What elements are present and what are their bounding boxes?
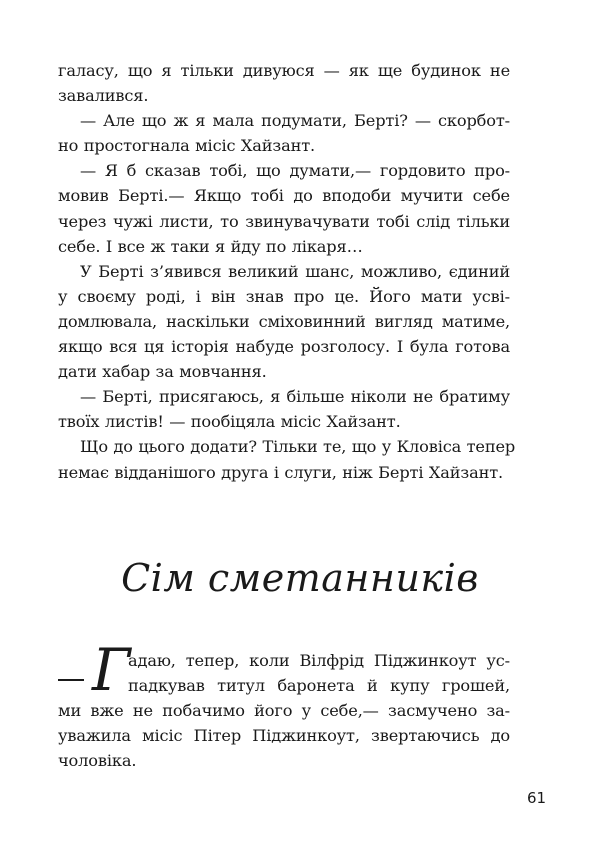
drop-cap-block <box>58 636 510 704</box>
text-line: чоловіка. <box>58 751 137 771</box>
drop-cap: Г <box>92 636 131 704</box>
text-line: домлювала, наскільки сміховинний вигляд матиме, <box>58 311 510 331</box>
text-line: адаю, тепер, коли Вілфрід Піджинкоут ус- <box>128 651 510 670</box>
text-line: уважила місіс Пітер Піджинкоут, звертаючись до <box>58 726 510 746</box>
book-page-body <box>58 58 516 485</box>
text-line: но простогнала місіс Хайзант. <box>58 136 316 156</box>
text-line: завалився. <box>58 86 149 106</box>
text-line: галасу, що я тільки дивуюся — як ще будинок не <box>58 61 510 80</box>
text-line: ми вже не побачимо його у себе,— засмучено за- <box>58 701 510 721</box>
text-line: — Я б сказав тобі, що думати,— гордовито про- <box>80 161 510 181</box>
text-line: мовив Берті.— Якщо тобі до вподоби мучити себе <box>58 186 510 206</box>
text-line: Що до цього додати? Тільки те, що у Кловіса тепер <box>80 437 516 457</box>
em-dash-mark <box>58 679 84 681</box>
text-line: через чужі листи, то звинувачувати тобі слід тільки <box>58 211 510 231</box>
text-line: дати хабар за мовчання. <box>58 362 267 382</box>
text-line: — Але що ж я мала подумати, Берті? — скорбот- <box>80 111 510 131</box>
text-line: якщо вся ця історія набуде розголосу. І була готова <box>58 337 510 357</box>
page-number: 61 <box>527 789 547 807</box>
text-line: немає відданішого друга і слуги, ніж Берті Хайзант. <box>58 462 504 482</box>
text-line: падкував титул баронета й купу грошей, <box>128 676 510 696</box>
text-line: себе. І все ж таки я йду по лікаря… <box>58 236 363 256</box>
text-line: — Берті, присягаюсь, я більше ніколи не братиму <box>80 387 510 407</box>
text-line: у своєму роді, і він знав про це. Його мати усві- <box>58 286 510 306</box>
chapter-title: Сім сметанників <box>121 556 479 600</box>
chapter-opening <box>58 636 510 773</box>
text-line: У Берті з’явився великий шанс, можливо, єдиний <box>80 261 510 281</box>
text-line: твоїх листів! — пообіцяла місіс Хайзант. <box>58 412 401 432</box>
